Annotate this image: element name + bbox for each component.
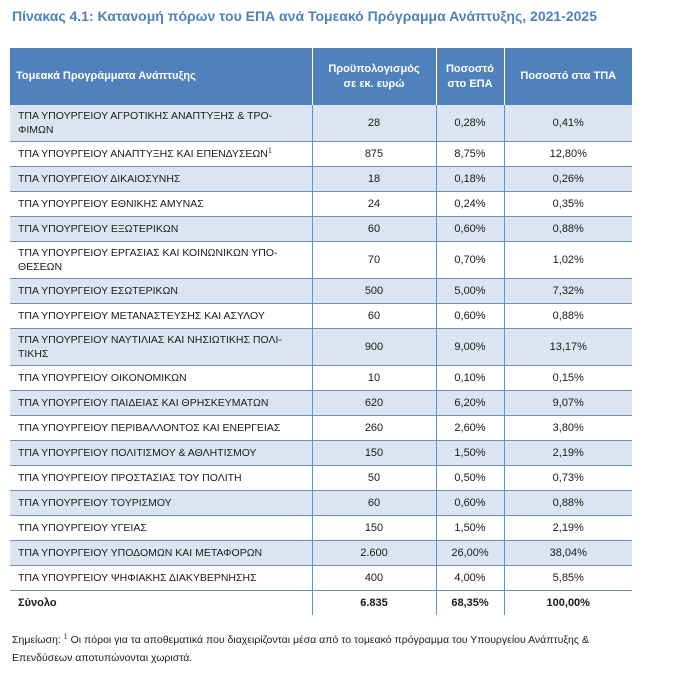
row-name-line1: ΤΠΑ ΥΠΟΥΡΓΕΙΟΥ ΔΙΚΑΙΟΣΥΝΗΣ xyxy=(18,173,181,185)
table-row xyxy=(10,279,632,304)
program-name-cell xyxy=(10,391,312,416)
budget-cell: 620 xyxy=(312,391,436,416)
row-name-line1: ΤΠΑ ΥΠΟΥΡΓΕΙΟΥ ΕΡΓΑΣΙΑΣ ΚΑΙ ΚΟΙΝΩΝΙΚΩΝ ΥΠΟ- xyxy=(18,247,278,259)
budget-cell: 150 xyxy=(312,441,436,466)
row-name-line1: ΤΠΑ ΥΠΟΥΡΓΕΙΟΥ ΑΓΡΟΤΙΚΗΣ ΑΝΑΠΤΥΞΗΣ & ΤΡΟ- xyxy=(18,110,273,122)
share-epa-cell: 1,50% xyxy=(436,516,504,541)
row-name-line1: ΤΠΑ ΥΠΟΥΡΓΕΙΟΥ ΥΓΕΙΑΣ xyxy=(18,522,147,534)
table-row xyxy=(10,167,632,192)
program-name-cell xyxy=(10,541,312,566)
share-epa-cell: 0,50% xyxy=(436,466,504,491)
header-share-epa xyxy=(436,48,504,105)
program-name-cell xyxy=(10,566,312,591)
header-share-tpa: Ποσοστό στα ΤΠΑ xyxy=(504,48,632,105)
share-tpa-cell: 0,88% xyxy=(504,491,632,516)
budget-cell: 60 xyxy=(312,491,436,516)
budget-cell: 875 xyxy=(312,142,436,167)
table-row xyxy=(10,105,632,142)
row-name-line1: ΤΠΑ ΥΠΟΥΡΓΕΙΟΥ ΠΡΟΣΤΑΣΙΑΣ ΤΟΥ ΠΟΛΙΤΗ xyxy=(18,472,242,484)
table-body xyxy=(10,105,632,615)
row-name-line1: ΤΠΑ ΥΠΟΥΡΓΕΙΟΥ ΥΠΟΔΟΜΩΝ ΚΑΙ ΜΕΤΑΦΟΡΩΝ xyxy=(18,547,263,559)
share-tpa-cell: 0,35% xyxy=(504,192,632,217)
program-name-cell xyxy=(10,516,312,541)
table-row xyxy=(10,566,632,591)
share-tpa-cell: 5,85% xyxy=(504,566,632,591)
table-title: Πίνακας 4.1: Κατανομή πόρων του ΕΠΑ ανά Τομεακό Πρόγραμμα Ανάπτυξης, 2021-2025 xyxy=(12,8,597,24)
share-epa-cell: 0,24% xyxy=(436,192,504,217)
share-tpa-cell: 0,41% xyxy=(504,105,632,142)
share-epa-cell: 6,20% xyxy=(436,391,504,416)
table-row xyxy=(10,217,632,242)
table-row xyxy=(10,329,632,366)
budget-cell: 60 xyxy=(312,217,436,242)
share-tpa-cell: 9,07% xyxy=(504,391,632,416)
share-tpa-cell: 7,32% xyxy=(504,279,632,304)
program-name-cell xyxy=(10,329,312,366)
note-marker: 1 xyxy=(63,633,68,641)
budget-cell: 60 xyxy=(312,304,436,329)
total-share-epa: 68,35% xyxy=(436,591,504,616)
budget-cell: 150 xyxy=(312,516,436,541)
program-name-cell xyxy=(10,242,312,279)
table-row xyxy=(10,466,632,491)
header-budget xyxy=(312,48,436,105)
table-row xyxy=(10,491,632,516)
share-tpa-cell: 0,73% xyxy=(504,466,632,491)
header-share-epa-line1: Ποσοστό xyxy=(445,62,495,75)
row-name-line2: ΦΙΜΩΝ xyxy=(18,124,54,136)
program-name-cell xyxy=(10,366,312,391)
row-name-line1: ΤΠΑ ΥΠΟΥΡΓΕΙΟΥ ΜΕΤΑΝΑΣΤΕΥΣΗΣ ΚΑΙ ΑΣΥΛΟΥ xyxy=(18,310,265,322)
table-row xyxy=(10,242,632,279)
table-row xyxy=(10,192,632,217)
share-epa-cell: 5,00% xyxy=(436,279,504,304)
row-name-line1: ΤΠΑ ΥΠΟΥΡΓΕΙΟΥ ΠΕΡΙΒΑΛΛΟΝΤΟΣ ΚΑΙ ΕΝΕΡΓΕΙΑΣ xyxy=(18,422,281,434)
total-share-tpa: 100,00% xyxy=(504,591,632,616)
budget-cell: 28 xyxy=(312,105,436,142)
row-name-line1: ΤΠΑ ΥΠΟΥΡΓΕΙΟΥ ΟΙΚΟΝΟΜΙΚΩΝ xyxy=(18,372,187,384)
program-name-cell xyxy=(10,416,312,441)
row-name-line1: ΤΠΑ ΥΠΟΥΡΓΕΙΟΥ ΕΞΩΤΕΡΙΚΩΝ xyxy=(18,223,179,235)
budget-cell: 10 xyxy=(312,366,436,391)
share-epa-cell: 0,70% xyxy=(436,242,504,279)
program-name-cell xyxy=(10,441,312,466)
total-row xyxy=(10,591,632,616)
row-name-line1: ΤΠΑ ΥΠΟΥΡΓΕΙΟΥ ΤΟΥΡΙΣΜΟΥ xyxy=(18,497,172,509)
budget-cell: 18 xyxy=(312,167,436,192)
budget-cell: 900 xyxy=(312,329,436,366)
share-tpa-cell: 2,19% xyxy=(504,441,632,466)
program-name-cell xyxy=(10,217,312,242)
share-epa-cell: 26,00% xyxy=(436,541,504,566)
program-name-cell xyxy=(10,466,312,491)
share-tpa-cell: 0,15% xyxy=(504,366,632,391)
row-name-line1: ΤΠΑ ΥΠΟΥΡΓΕΙΟΥ ΠΑΙΔΕΙΑΣ ΚΑΙ ΘΡΗΣΚΕΥΜΑΤΩΝ xyxy=(18,397,269,409)
program-name-cell xyxy=(10,304,312,329)
table-row xyxy=(10,516,632,541)
budget-cell: 24 xyxy=(312,192,436,217)
table-row xyxy=(10,366,632,391)
share-epa-cell: 4,00% xyxy=(436,566,504,591)
program-name-cell xyxy=(10,105,312,142)
share-epa-cell: 2,60% xyxy=(436,416,504,441)
share-tpa-cell: 1,02% xyxy=(504,242,632,279)
header-program: Τομεακά Προγράμματα Ανάπτυξης xyxy=(10,48,312,105)
program-name-cell xyxy=(10,279,312,304)
share-epa-cell: 0,10% xyxy=(436,366,504,391)
row-name-line1: ΤΠΑ ΥΠΟΥΡΓΕΙΟΥ ΕΘΝΙΚΗΣ ΑΜΥΝΑΣ xyxy=(18,198,204,210)
total-label: Σύνολο xyxy=(10,591,312,616)
share-tpa-cell: 0,88% xyxy=(504,217,632,242)
share-epa-cell: 9,00% xyxy=(436,329,504,366)
header-budget-line2: σε εκ. ευρώ xyxy=(343,77,405,90)
share-epa-cell: 0,60% xyxy=(436,217,504,242)
note-text: Οι πόροι για τα αποθεματικά που διαχειρίζονται μέσα από το τομεακό πρόγραμμα του Υπουργείου Ανάπτυξης & Επενδύσεων αποτυπώνονται χωριστά. xyxy=(12,634,589,664)
row-name-line1: ΤΠΑ ΥΠΟΥΡΓΕΙΟΥ ΨΗΦΙΑΚΗΣ ΔΙΑΚΥΒΕΡΝΗΣΗΣ xyxy=(18,572,257,584)
row-name-line1: ΤΠΑ ΥΠΟΥΡΓΕΙΟΥ ΝΑΥΤΙΛΙΑΣ ΚΑΙ ΝΗΣΙΩΤΙΚΗΣ ΠΟΛΙ- xyxy=(18,334,282,346)
program-name-cell xyxy=(10,491,312,516)
table-row xyxy=(10,142,632,167)
share-tpa-cell: 13,17% xyxy=(504,329,632,366)
share-tpa-cell: 0,26% xyxy=(504,167,632,192)
row-name-line2: ΘΕΣΕΩΝ xyxy=(18,261,63,273)
table-row xyxy=(10,541,632,566)
row-name-line1: ΤΠΑ ΥΠΟΥΡΓΕΙΟΥ ΕΣΩΤΕΡΙΚΩΝ xyxy=(18,285,178,297)
share-epa-cell: 0,60% xyxy=(436,491,504,516)
header-share-epa-line2: στο ΕΠΑ xyxy=(447,77,493,90)
share-epa-cell: 8,75% xyxy=(436,142,504,167)
share-epa-cell: 0,18% xyxy=(436,167,504,192)
share-tpa-cell: 12,80% xyxy=(504,142,632,167)
table-row xyxy=(10,304,632,329)
table-header-row xyxy=(10,48,632,105)
share-tpa-cell: 38,04% xyxy=(504,541,632,566)
table-row xyxy=(10,441,632,466)
share-tpa-cell: 3,80% xyxy=(504,416,632,441)
total-budget: 6.835 xyxy=(312,591,436,616)
note-prefix: Σημείωση: xyxy=(12,634,61,646)
budget-cell: 500 xyxy=(312,279,436,304)
table-row xyxy=(10,416,632,441)
share-tpa-cell: 0,88% xyxy=(504,304,632,329)
budget-cell: 400 xyxy=(312,566,436,591)
header-budget-line1: Προϋπολογισμός xyxy=(328,62,420,75)
row-name-line1: ΤΠΑ ΥΠΟΥΡΓΕΙΟΥ ΠΟΛΙΤΙΣΜΟΥ & ΑΘΛΗΤΙΣΜΟΥ xyxy=(18,447,257,459)
program-name-cell xyxy=(10,167,312,192)
share-epa-cell: 0,28% xyxy=(436,105,504,142)
share-epa-cell: 1,50% xyxy=(436,441,504,466)
budget-cell: 260 xyxy=(312,416,436,441)
share-epa-cell: 0,60% xyxy=(436,304,504,329)
share-tpa-cell: 2,19% xyxy=(504,516,632,541)
program-name-cell xyxy=(10,142,312,167)
footnote xyxy=(12,631,652,667)
row-name-line1: ΤΠΑ ΥΠΟΥΡΓΕΙΟΥ ΑΝΑΠΤΥΞΗΣ ΚΑΙ ΕΠΕΝΔΥΣΕΩΝ xyxy=(18,148,268,160)
budget-cell: 2.600 xyxy=(312,541,436,566)
table-row xyxy=(10,391,632,416)
budget-table xyxy=(10,48,632,615)
budget-cell: 70 xyxy=(312,242,436,279)
budget-cell: 50 xyxy=(312,466,436,491)
row-name-line2: ΤΙΚΗΣ xyxy=(18,348,49,360)
program-name-cell xyxy=(10,192,312,217)
footnote-marker: 1 xyxy=(267,147,272,155)
